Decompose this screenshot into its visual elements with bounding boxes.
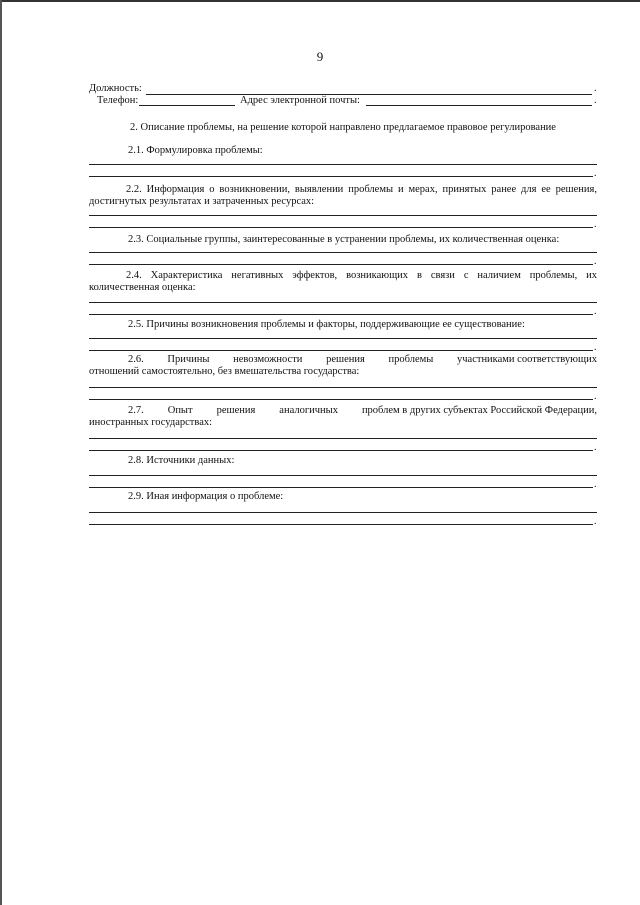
item-2-5-text: 2.5. Причины возникновения проблемы и факторы, поддерживающие ее существование: bbox=[128, 319, 525, 330]
item-2-7-answer-line-1[interactable] bbox=[89, 438, 597, 439]
item-2-7-word-5: проблем в других субъектах Российской Федерации, bbox=[361, 405, 597, 416]
item-2-4-answer-line-2[interactable] bbox=[89, 314, 593, 315]
item-2-8-text: 2.8. Источники данных: bbox=[128, 455, 235, 466]
item-2-4-text bbox=[89, 270, 597, 294]
item-2-6-answer-line-2[interactable] bbox=[89, 399, 593, 400]
item-2-7-word-1: 2.7. bbox=[128, 405, 144, 416]
position-label: Должность: bbox=[89, 83, 142, 94]
item-2-2-period: . bbox=[594, 219, 597, 230]
item-2-4-period: . bbox=[594, 306, 597, 317]
item-2-5-answer-line-1[interactable] bbox=[89, 338, 597, 339]
item-2-9-period: . bbox=[594, 516, 597, 527]
item-2-3-answer-line-2[interactable] bbox=[89, 264, 593, 265]
item-2-9-answer-line-2[interactable] bbox=[89, 524, 593, 525]
phone-label: Телефон: bbox=[97, 95, 139, 106]
item-2-6-word-5: проблемы bbox=[388, 354, 434, 365]
item-2-4-answer-line-1[interactable] bbox=[89, 302, 597, 303]
item-2-1-answer-line-1[interactable] bbox=[89, 164, 597, 165]
item-2-6-answer-line-1[interactable] bbox=[89, 387, 597, 388]
item-2-2-text bbox=[89, 184, 597, 208]
item-2-3-period: . bbox=[594, 256, 597, 267]
scan-edge-top bbox=[0, 0, 640, 2]
item-2-3-answer-line-1[interactable] bbox=[89, 252, 597, 253]
item-2-6-line-2: отношений самостоятельно, без вмешательства государства: bbox=[89, 366, 360, 377]
item-2-1-period: . bbox=[594, 168, 597, 179]
item-2-9-text: 2.9. Иная информация о проблеме: bbox=[128, 491, 284, 502]
scan-edge-left bbox=[0, 0, 2, 905]
item-2-7-answer-line-2[interactable] bbox=[89, 450, 593, 451]
item-2-8-period: . bbox=[594, 479, 597, 490]
item-2-7-word-4: аналогичных bbox=[279, 405, 338, 416]
email-label: Адрес электронной почты: bbox=[240, 95, 360, 106]
item-2-2-answer-line-2[interactable] bbox=[89, 227, 593, 228]
section-2-title: 2. Описание проблемы, на решение которой направлено предлагаемое правовое регулирование bbox=[130, 122, 556, 133]
item-2-7-line-2: иностранных государствах: bbox=[89, 417, 213, 428]
item-2-6-line-1 bbox=[128, 354, 597, 366]
item-2-8-answer-line-2[interactable] bbox=[89, 487, 593, 488]
page-number: 9 bbox=[316, 49, 324, 64]
email-field-line[interactable] bbox=[366, 105, 592, 106]
item-2-9-answer-line-1[interactable] bbox=[89, 512, 597, 513]
item-2-2-answer-line-1[interactable] bbox=[89, 215, 597, 216]
position-period: . bbox=[594, 83, 597, 94]
item-2-6-word-4: решения bbox=[326, 354, 365, 365]
item-2-7-word-2: Опыт bbox=[167, 405, 193, 416]
email-period: . bbox=[594, 95, 597, 106]
item-2-6-word-3: невозможности bbox=[233, 354, 303, 365]
item-2-1-text: 2.1. Формулировка проблемы: bbox=[128, 145, 263, 156]
item-2-7-line-1 bbox=[128, 405, 597, 417]
item-2-7-period: . bbox=[594, 442, 597, 453]
item-2-6-word-2: Причины bbox=[167, 354, 210, 365]
item-2-5-answer-line-2[interactable] bbox=[89, 350, 593, 351]
item-2-3-text: 2.3. Социальные группы, заинтересованные в устранении проблемы, их количественная оценка: bbox=[128, 234, 560, 245]
item-2-6-word-6: участниками соответствующих bbox=[457, 354, 597, 365]
item-2-5-period: . bbox=[594, 342, 597, 353]
item-2-1-answer-line-2[interactable] bbox=[89, 176, 593, 177]
item-2-2-label: 2.2. Информация о возникновении, выявлении проблемы и мерах, принятых ранее для ее решения, достигнутых результатах и затраченных ресурсах: bbox=[89, 184, 597, 207]
item-2-4-label: 2.4. Характеристика негативных эффектов, возникающих в связи с наличием проблемы, их количественная оценка: bbox=[89, 270, 597, 293]
item-2-7-word-3: решения bbox=[216, 405, 256, 416]
phone-field-line[interactable] bbox=[139, 105, 235, 106]
item-2-6-word-1: 2.6. bbox=[128, 354, 144, 365]
position-field-line[interactable] bbox=[146, 94, 592, 95]
item-2-8-answer-line-1[interactable] bbox=[89, 475, 597, 476]
item-2-6-period: . bbox=[594, 391, 597, 402]
